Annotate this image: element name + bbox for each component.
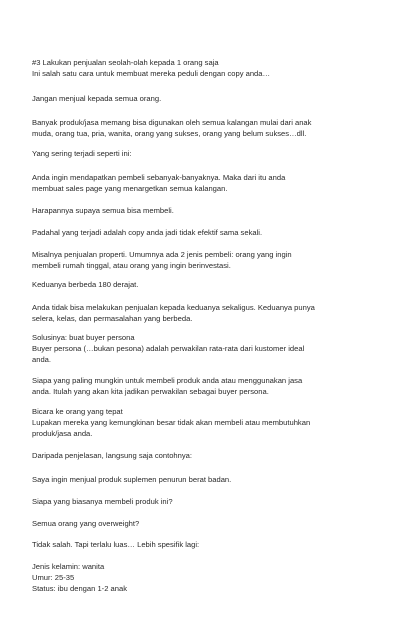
paragraph: [32, 117, 382, 139]
paragraph: [32, 496, 382, 507]
paragraph: [32, 474, 382, 485]
text-line: Jenis kelamin: wanita: [32, 562, 105, 571]
text-line: Anda tidak bisa melakukan penjualan kepada keduanya sekaligus. Keduanya punya: [32, 303, 315, 312]
text-line: Siapa yang biasanya membeli produk ini?: [32, 497, 173, 506]
text-line: anda. Itulah yang akan kita jadikan perwakilan sebagai buyer persona.: [32, 387, 269, 396]
paragraph: [32, 148, 382, 159]
text-line: Harapannya supaya semua bisa membeli.: [32, 206, 174, 215]
paragraph: [32, 172, 382, 194]
text-line: Lupakan mereka yang kemungkinan besar tidak akan membeli atau membutuhkan: [32, 418, 311, 427]
text-line: selera, kelas, dan permasalahan yang berbeda.: [32, 314, 193, 323]
paragraph: [32, 279, 382, 290]
text-line: Buyer persona (…bukan pesona) adalah perwakilan rata-rata dari kustomer ideal: [32, 344, 305, 353]
text-line: membeli rumah tinggal, atau orang yang ingin berinvestasi.: [32, 261, 231, 270]
paragraph: [32, 57, 382, 79]
text-line: Jangan menjual kepada semua orang.: [32, 94, 162, 103]
text-line: Daripada penjelasan, langsung saja contohnya:: [32, 451, 193, 460]
text-line: Misalnya penjualan properti. Umumnya ada 2 jenis pembeli: orang yang ingin: [32, 250, 292, 259]
text-line: Bicara ke orang yang tepat: [32, 407, 123, 416]
text-line: Yang sering terjadi seperti ini:: [32, 149, 132, 158]
text-line: Tidak salah. Tapi terlalu luas… Lebih spesifik lagi:: [32, 540, 200, 549]
paragraph: [32, 375, 382, 397]
text-line: Siapa yang paling mungkin untuk membeli produk anda atau menggunakan jasa: [32, 376, 303, 385]
text-line: Saya ingin menjual produk suplemen penurun berat badan.: [32, 475, 232, 484]
paragraph: [32, 93, 382, 104]
text-line: Banyak produk/jasa memang bisa digunakan oleh semua kalangan mulai dari anak: [32, 118, 312, 127]
text-line: produk/jasa anda.: [32, 429, 93, 438]
paragraph: [32, 406, 382, 439]
text-line: Keduanya berbeda 180 derajat.: [32, 280, 139, 289]
text-line: Semua orang yang overweight?: [32, 519, 140, 528]
paragraph: [32, 249, 382, 271]
text-line: Ini salah satu cara untuk membuat mereka peduli dengan copy anda…: [32, 69, 271, 78]
paragraph: [32, 227, 382, 238]
text-line: Padahal yang terjadi adalah copy anda jadi tidak efektif sama sekali.: [32, 228, 263, 237]
text-line: anda.: [32, 355, 52, 364]
text-line: #3 Lakukan penjualan seolah-olah kepada 1 orang saja: [32, 58, 219, 67]
paragraph: [32, 332, 382, 365]
text-line: Status: ibu dengan 1-2 anak: [32, 584, 127, 593]
paragraph: [32, 450, 382, 461]
text-line: Umur: 25-35: [32, 573, 75, 582]
paragraph: [32, 539, 382, 550]
paragraph: [32, 205, 382, 216]
text-line: muda, orang tua, pria, wanita, orang yang sukses, orang yang belum sukses…dll.: [32, 129, 307, 138]
text-line: Anda ingin mendapatkan pembeli sebanyak-banyaknya. Maka dari itu anda: [32, 173, 286, 182]
paragraph: [32, 518, 382, 529]
text-line: membuat sales page yang menargetkan semua kalangan.: [32, 184, 228, 193]
paragraph: [32, 561, 382, 594]
text-line: Solusinya: buat buyer persona: [32, 333, 135, 342]
paragraph: [32, 302, 382, 324]
